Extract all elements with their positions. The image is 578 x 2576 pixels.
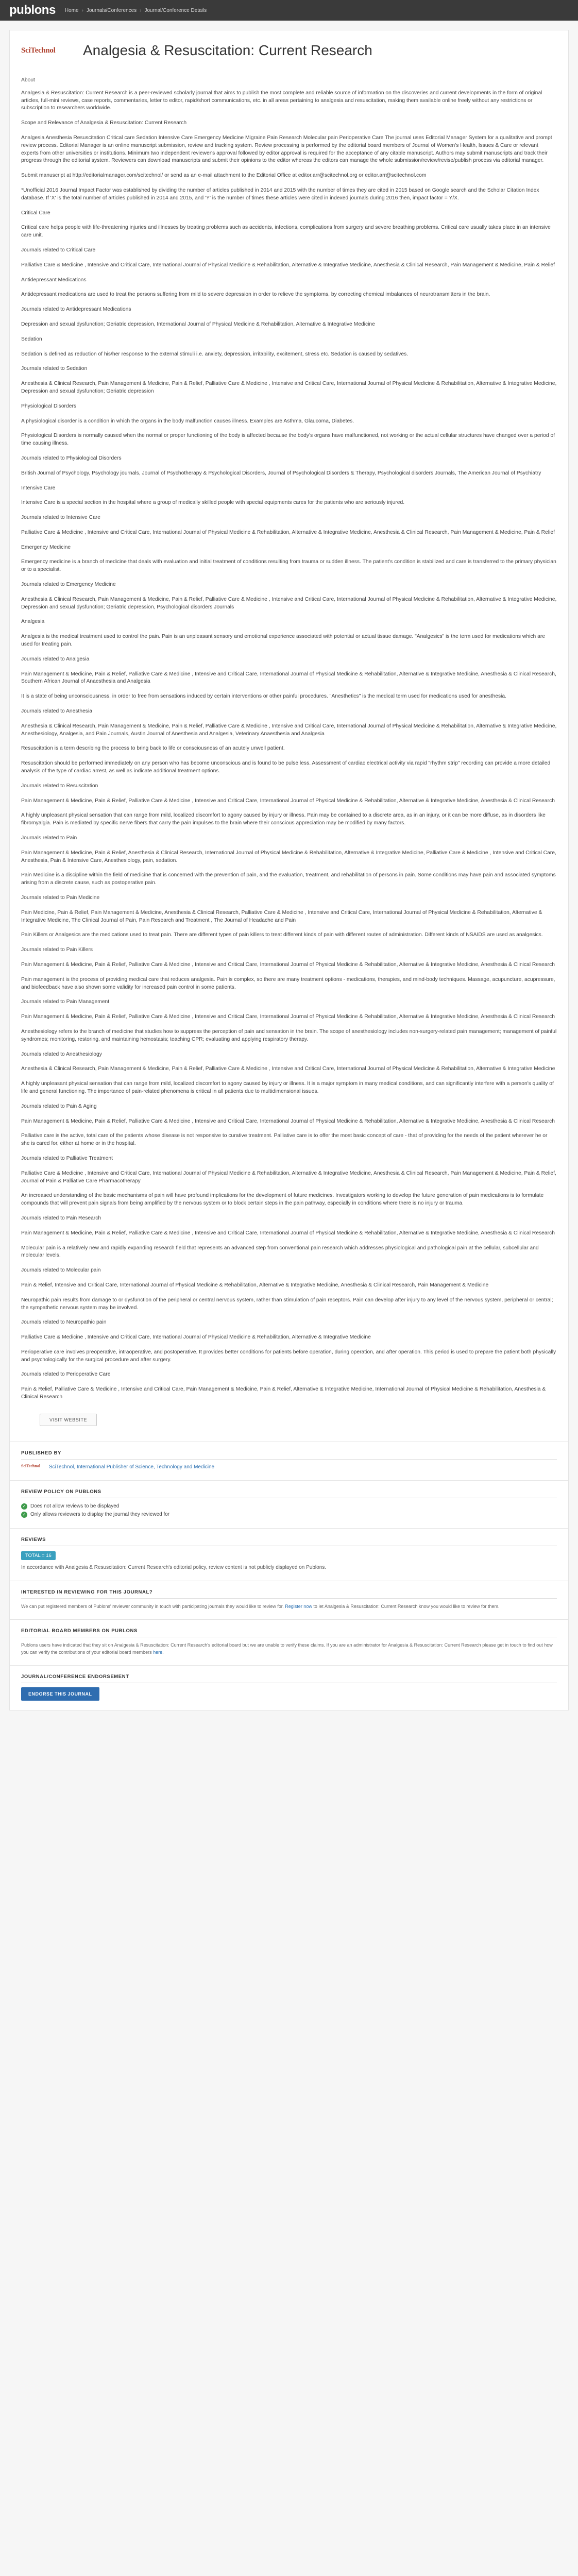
interested-section bbox=[9, 1581, 569, 1620]
policy-item-label: Does not allow reviews to be displayed bbox=[30, 1503, 120, 1509]
chevron-right-icon: › bbox=[81, 7, 83, 13]
publisher-logo: SciTechnol bbox=[21, 46, 56, 55]
endorsement-heading: JOURNAL/CONFERENCE ENDORSEMENT bbox=[21, 1673, 129, 1680]
editorial-board-section bbox=[9, 1620, 569, 1666]
publisher-logo-small: SciTechnol bbox=[21, 1463, 41, 1468]
about-paragraph: Pain Management & Medicine, Pain & Relief, Palliative Care & Medicine , Intensive and Critical Care, International Journal of Physical Medicine & Rehabilitation, Alternative & Integrative Medicine, Anesthesia & Clinical Research bbox=[21, 1014, 555, 1020]
check-icon: ✓ bbox=[21, 1512, 27, 1518]
about-paragraph: Journals related to Molecular pain bbox=[21, 1267, 101, 1274]
about-paragraph: Emergency medicine is a branch of medicine that deals with evaluation and initial treatment of conditions resulting from trauma or sudden illness. The patient's condition is stabilized and care is transferred to the primary physician or to a specialist. bbox=[21, 559, 556, 573]
breadcrumb-journals[interactable]: Journals/Conferences bbox=[86, 7, 137, 13]
page-title: Analgesia & Resuscitation: Current Research bbox=[83, 42, 372, 58]
about-paragraph: Analgesia is the medical treatment used to control the pain. Pain is an unpleasant sensory and emotional experience associated with potential or actual tissue damage. "Analgesics" is the term used for medications which are used for treating pain. bbox=[21, 634, 545, 648]
reviews-policy-text: In accordance with Analgesia & Resuscitation: Current Research's editorial policy, review content is not publicly displayed on Publons. bbox=[21, 1564, 327, 1570]
about-paragraph: Anesthesia & Clinical Research, Pain Management & Medicine, Pain & Relief, Palliative Care & Medicine , Intensive and Critical Care, International Journal of Physical Medicine & Rehabilitation, Alternative & Integrative Medicine, Depression and sexual dysfunction; Geriatric depression, Psychological disorders Journals bbox=[21, 596, 557, 610]
top-navigation-bar bbox=[0, 0, 578, 21]
about-paragraph: Depression and sexual dysfunction; Geriatric depression, International Journal of Physical Medicine & Rehabilitation, Alternative & Integrative Medicine bbox=[21, 321, 375, 327]
here-link[interactable]: here bbox=[153, 1649, 163, 1655]
check-icon: ✓ bbox=[21, 1503, 27, 1510]
editorial-board-heading: EDITORIAL BOARD MEMBERS ON PUBLONS bbox=[21, 1628, 138, 1634]
about-paragraph: Pain management is the process of providing medical care that reduces analgesia. Pain is complex, so there are many treatment options - medications, therapies, and mind-body techniques. Massage, acupuncture, acupressure, and biofeedback have also shown some validity for increased pain control in some patients. bbox=[21, 976, 555, 990]
about-paragraph: Journals related to Palliative Treatment bbox=[21, 1155, 113, 1161]
policy-item bbox=[21, 1511, 557, 1519]
about-paragraph: Palliative Care & Medicine , Intensive and Critical Care, International Journal of Physical Medicine & Rehabilitation, Alternative & Integrative Medicine bbox=[21, 1334, 371, 1341]
about-paragraph: A physiological disorder is a condition in which the organs in the body malfunction causes illness. Examples are Asthma, Glaucoma, Diabetes. bbox=[21, 418, 354, 424]
about-paragraph: Antidepressant medications are used to treat the persons suffering from mild to severe depression in order to relieve the symptoms, by correcting chemical imbalances of neurotransmitters in the brain. bbox=[21, 292, 490, 298]
about-heading: About bbox=[21, 77, 35, 83]
review-policy-list bbox=[21, 1502, 557, 1519]
publons-logo[interactable]: publons bbox=[9, 3, 56, 17]
breadcrumb-home[interactable]: Home bbox=[64, 7, 79, 13]
journal-about-text bbox=[21, 77, 557, 1401]
about-paragraph: Anesthesia & Clinical Research, Pain Management & Medicine, Pain & Relief, Palliative Care & Medicine , Intensive and Critical Care, International Journal of Physical Medicine & Rehabilitation, Alternative & Integrative Medicine, Anesthesiology, Analgesia, and Pain Journals, Austin Journal of Anesthesia and Analgesia, Veterinary Anaesthesia and Analgesia bbox=[21, 723, 557, 737]
about-paragraph: Pain Medicine, Pain & Relief, Pain Management & Medicine, Anesthesia & Clinical Research, Palliative Care & Medicine , Intensive and Critical Care, International Journal of Physical Medicine & Rehabilitation, Alternative & Integrative Medicine, The Clinical Journal of Pain, Pain Research and Treatment , The Journal of Headache and Pain bbox=[21, 909, 542, 923]
register-now-link[interactable]: Register now bbox=[285, 1603, 312, 1609]
about-paragraph: An increased understanding of the basic mechanisms of pain will have profound implications for the development of future medicines. Investigators working to develop the future generation of pain medications is to formulate compounds that will prevent pain signals from being amplified by the nervous system or to block certain steps in the pain pathway, especially in conditions where there is no injury or trauma. bbox=[21, 1193, 544, 1207]
about-paragraph: Journals related to Perioperative Care bbox=[21, 1371, 111, 1378]
about-paragraph: Journals related to Intensive Care bbox=[21, 515, 100, 521]
editorial-board-text bbox=[21, 1641, 557, 1656]
about-paragraph: Palliative Care & Medicine , Intensive and Critical Care, International Journal of Physical Medicine & Rehabilitation, Alternative & Integrative Medicine, Anesthesia & Clinical Research, Pain Management & Medicine, Pain & Relief, Journal of Pain & Palliative Care Pharmacotherapy bbox=[21, 1170, 556, 1184]
about-paragraph: Journals related to Resuscitation bbox=[21, 783, 98, 789]
about-paragraph: Critical Care bbox=[21, 210, 50, 216]
about-paragraph: Pain Management & Medicine, Pain & Relief, Anesthesia & Clinical Research, International Journal of Physical Medicine & Rehabilitation, Alternative & Integrative Medicine, Palliative Care & Medicine , Intensive and Critical Care, Anesthesia, Pain & Intensive Care, Anesthesiology, pain, sedation. bbox=[21, 850, 556, 863]
about-paragraph: Critical care helps people with life-threatening injuries and illnesses by treating problems such as accidents, infections, complications from surgery and severe breathing problems. Critical care usually takes place in an intensive care unit. bbox=[21, 225, 551, 239]
divider bbox=[21, 1459, 557, 1460]
about-paragraph: Palliative Care & Medicine , Intensive and Critical Care, International Journal of Physical Medicine & Rehabilitation, Alternative & Integrative Medicine, Anesthesia & Clinical Research, Pain Management & Medicine, Pain & Relief bbox=[21, 529, 555, 535]
about-paragraph: Journals related to Neuropathic pain bbox=[21, 1319, 107, 1326]
about-paragraph: Pain & Relief, Palliative Care & Medicine , Intensive and Critical Care, Pain Management & Medicine, Pain & Relief, Alternative & Integrative Medicine, International Journal of Physical Medicine & Rehabilitation, Anesthesia & Clinical Research bbox=[21, 1386, 546, 1400]
reviews-total-badge: TOTAL = 16 bbox=[21, 1551, 56, 1560]
about-paragraph: Journals related to Emergency Medicine bbox=[21, 582, 116, 588]
about-paragraph: Antidepressant Medications bbox=[21, 277, 87, 283]
about-paragraph: Analgesia & Resuscitation: Current Research is a peer-reviewed scholarly journal that aims to publish the most complete and reliable source of information on the discoveries and current developments in the form of original articles, full-mini reviews, case reports, commentaries, letter to editor, rapid/short communications, etc. in all areas pertaining to analgesia and resuscitation, making them available online freely without any restrictions or subscription to researchers worldwide. bbox=[21, 90, 542, 111]
about-paragraph: Pain Management & Medicine, Pain & Relief, Palliative Care & Medicine , Intensive and Critical Care, International Journal of Physical Medicine & Rehabilitation, Alternative & Integrative Medicine, Anesthesia & Clinical Research bbox=[21, 1230, 555, 1236]
chevron-right-icon: › bbox=[140, 7, 142, 13]
about-paragraph: Pain Management & Medicine, Pain & Relief, Palliative Care & Medicine , Intensive and Critical Care, International Journal of Physical Medicine & Rehabilitation, Alternative & Integrative Medicine, Anesthesia & Clinical Research bbox=[21, 1118, 555, 1124]
about-paragraph: Anesthesia & Clinical Research, Pain Management & Medicine, Pain & Relief, Palliative Care & Medicine , Intensive and Critical Care, International Journal of Physical Medicine & Rehabilitation, Alternative & Integrative Medicine, Depression and sexual dysfunction; Geriatric depression bbox=[21, 381, 557, 394]
about-paragraph: Molecular pain is a relatively new and rapidly expanding research field that represents an advanced step from conventional pain research which addresses physiological and pathological pain at the cellular, subcellular and molecular levels. bbox=[21, 1245, 539, 1259]
about-paragraph: Journals related to Sedation bbox=[21, 366, 88, 372]
about-paragraph: Physiological Disorders is normally caused when the normal or proper functioning of the body is affected because the body's organs have malfunctioned, not working or the actual cellular structures have changed over a period of time causing illness. bbox=[21, 433, 555, 447]
reviews-heading: REVIEWS bbox=[21, 1536, 46, 1543]
about-paragraph: Journals related to Pain Medicine bbox=[21, 895, 100, 901]
about-paragraph: Scope and Relevance of Analgesia & Resuscitation: Current Research bbox=[21, 120, 187, 126]
about-paragraph: Journals related to Critical Care bbox=[21, 247, 96, 253]
editorial-board-text-before: Publons users have indicated that they sit on Analgesia & Resuscitation: Current Research's editorial board but we are unable to verify these claims. If you are an administrator for Analgesia & Resuscitation: Current Research please get in touch to find out how you can verify the contributions of your editorial board members bbox=[21, 1642, 553, 1655]
about-paragraph: Intensive Care bbox=[21, 485, 56, 491]
about-paragraph: Journals related to Anesthesiology bbox=[21, 1051, 102, 1057]
about-paragraph: Pain Medicine is a discipline within the field of medicine that is concerned with the prevention of pain, and the evaluation, treatment, and rehabilitation of persons in pain. Some conditions may have pain and associated symptoms arising from a discrete cause, such as postoperative pain. bbox=[21, 872, 556, 886]
policy-item bbox=[21, 1502, 557, 1511]
reviews-section bbox=[9, 1529, 569, 1581]
about-paragraph: Resuscitation should be performed immediately on any person who has become unconscious and is found to be pulse less. Assessment of cardiac electrical activity via rapid "rhythm strip" recording can provide a more detailed analysis of the type of cardiac arrest, as well as indicate additional treatment options. bbox=[21, 760, 551, 774]
breadcrumb-journal-details[interactable]: Journal/Conference Details bbox=[144, 7, 207, 13]
published-by-heading: PUBLISHED BY bbox=[21, 1450, 61, 1456]
about-paragraph: Journals related to Anesthesia bbox=[21, 708, 92, 715]
publisher-row bbox=[21, 1464, 557, 1471]
review-policy-section bbox=[9, 1481, 569, 1529]
about-paragraph: Pain Killers or Analgesics are the medications used to treat pain. There are different types of pain killers to treat different kinds of pain with different routes of administration. Different kinds of NSAIDS are used as analgesics. bbox=[21, 932, 543, 938]
visit-website-button[interactable]: VISIT WEBSITE bbox=[40, 1414, 97, 1426]
about-paragraph: Pain Management & Medicine, Pain & Relief, Palliative Care & Medicine , Intensive and Critical Care, International Journal of Physical Medicine & Rehabilitation, Alternative & Integrative Medicine, Anesthesia & Clinical Research, Southern African Journal of Anaesthesia and Analgesia bbox=[21, 671, 556, 685]
about-paragraph: Pain & Relief, Intensive and Critical Care, International Journal of Physical Medicine & Rehabilitation, Alternative & Integrative Medicine, Anesthesia & Clinical Research, Pain Management & Medicine bbox=[21, 1282, 489, 1288]
about-paragraph: Journals related to Physiological Disorders bbox=[21, 455, 122, 461]
about-paragraph: Physiological Disorders bbox=[21, 403, 77, 409]
interested-text-before: We can put registered members of Publons' reviewer community in touch with participating journals they would like to review for. bbox=[21, 1603, 285, 1609]
about-paragraph: Journals related to Pain Management bbox=[21, 999, 110, 1005]
endorsement-section bbox=[9, 1666, 569, 1710]
interested-text bbox=[21, 1603, 557, 1610]
about-paragraph: Perioperative care involves preoperative, intraoperative, and postoperative. It provides better conditions for patients before operation, during operation, and after operation. This period is used to prepare the patient both physically and psychologically for the surgical procedure and after surgery. bbox=[21, 1349, 556, 1363]
journal-header bbox=[21, 42, 557, 59]
about-paragraph: Pain Management & Medicine, Pain & Relief, Palliative Care & Medicine , Intensive and Critical Care, International Journal of Physical Medicine & Rehabilitation, Alternative & Integrative Medicine, Anesthesia & Clinical Research bbox=[21, 798, 555, 804]
about-paragraph: A highly unpleasant physical sensation that can range from mild, localized discomfort to agony caused by injury or illness. Pain may be contained to a discrete area, as in an injury, or it can be more diffuse, as in disorders like fibromyalgia. Pain is mediated by specific nerve fibers that carry the pain impulses to the brain where their conscious appreciation may be modified by many factors. bbox=[21, 812, 546, 826]
about-paragraph: It is a state of being unconsciousness, in order to free from sensations induced by certain interventions or other painful procedures. "Anesthetics" is the medical term used for medications used for anesthesia. bbox=[21, 693, 506, 700]
interested-text-after: to let Analgesia & Resuscitation: Current Research know you would like to review for them. bbox=[312, 1603, 500, 1609]
about-paragraph: British Journal of Psychology, Psychology journals, Journal of Psychotherapy & Psychological Disorders, Journal of Psychological Disorders & Therapy, Psychological disorders Journals, The American Journal of Psychiatry bbox=[21, 470, 541, 476]
about-paragraph: Submit manuscript at http://editorialmanager.com/scitechnol/ or send as an e-mail attachment to the Editorial Office at editor.arr@scitechnol.org or editor.arr@scitechnol.com bbox=[21, 173, 427, 179]
about-paragraph: Sedation bbox=[21, 336, 42, 342]
about-paragraph: Analgesia Anesthesia Resuscitation Critical care Sedation Intensive Care Emergency Medicine Migraine Pain Research Molecular pain Perioperative Care The journal uses Editorial Manager System for a qualitative and prompt review process. Editorial Manager is an online manuscript submission, review and tracking system. Review processing is performed by the editorial board members of Journal of Women's Health, Issues & Care or relevant experts from other universities or institutions. Minimum two independent reviewer's approval followed by editor approval is required for the acceptance of any citable manuscript. Authors may submit manuscripts and track their progress through the editorial system. Reviewers can download manuscripts and submit their opinions to the editor whereas the editors can manage the whole submission/review/revise/publish process via editorial manager. bbox=[21, 134, 552, 164]
published-by-section bbox=[9, 1442, 569, 1481]
publisher-link[interactable]: SciTechnol, International Publisher of Science, Technology and Medicine bbox=[49, 1464, 215, 1470]
about-paragraph: Palliative Care & Medicine , Intensive and Critical Care, International Journal of Physical Medicine & Rehabilitation, Alternative & Integrative Medicine, Anesthesia & Clinical Research, Pain Management & Medicine, Pain & Relief bbox=[21, 262, 555, 268]
divider bbox=[21, 1598, 557, 1599]
about-paragraph: Intensive Care is a special section in the hospital where a group of medically skilled people with special equipments cares for the patients who are seriously injured. bbox=[21, 500, 405, 506]
endorse-journal-button[interactable]: ENDORSE THIS JOURNAL bbox=[21, 1687, 99, 1701]
about-paragraph: Palliative care is the active, total care of the patients whose disease is not responsive to curative treatment. Palliative care is to offer the most basic concept of care - that of providing for the needs of the patient wherever he or she is cared for, either at home or in the hospital. bbox=[21, 1133, 548, 1147]
about-paragraph: Journals related to Pain Killers bbox=[21, 947, 93, 953]
about-paragraph: Emergency Medicine bbox=[21, 544, 71, 550]
about-paragraph: Neuropathic pain results from damage to or dysfunction of the peripheral or central nervous system, rather than stimulation of pain receptors. Pain can develop after injury to any level of the nervous system, peripheral or central; the sympathetic nervous system may be involved. bbox=[21, 1297, 553, 1311]
about-paragraph: A highly unpleasant physical sensation that can range from mild, localized discomfort to agony caused by injury or illness. It is a major symptom in many medical conditions, and can significantly interfere with a person's quality of life and general functioning. The importance of pain-related phenomena is critical in all patients due to multidimensional issues. bbox=[21, 1081, 554, 1094]
editorial-board-text-after: . bbox=[162, 1649, 164, 1655]
about-paragraph: Journals related to Pain Research bbox=[21, 1215, 101, 1221]
about-paragraph: Anesthesia & Clinical Research, Pain Management & Medicine, Pain & Relief, Palliative Care & Medicine , Intensive and Critical Care, International Journal of Physical Medicine & Rehabilitation, Alternative & Integrative Medicine bbox=[21, 1066, 555, 1072]
interested-heading: INTERESTED IN REVIEWING FOR THIS JOURNAL? bbox=[21, 1589, 153, 1595]
breadcrumb bbox=[65, 8, 207, 13]
about-paragraph: Journals related to Pain & Aging bbox=[21, 1103, 97, 1109]
policy-item-label: Only allows reviewers to display the journal they reviewed for bbox=[30, 1511, 170, 1517]
about-paragraph: Journals related to Antidepressant Medications bbox=[21, 307, 131, 313]
about-paragraph: Pain Management & Medicine, Pain & Relief, Palliative Care & Medicine , Intensive and Critical Care, International Journal of Physical Medicine & Rehabilitation, Alternative & Integrative Medicine, Anesthesia & Clinical Research bbox=[21, 961, 555, 968]
about-paragraph: Resuscitation is a term describing the process to bring back to life or consciousness of an acutely unwell patient. bbox=[21, 745, 285, 752]
about-paragraph: Anesthesiology refers to the branch of medicine that studies how to suppress the perception of pain and sensation in the brain. The scope of anesthesiology includes non-surgery-related pain management; management of painful syndromes; monitoring, restoring, and maintaining hemostasis; teaching CPR; evaluating and applying respiratory therapy. bbox=[21, 1028, 557, 1042]
about-paragraph: Sedation is defined as reduction of his/her response to the external stimuli i.e. anxiety, depression, irritability, excitement, stress etc. Sedation is caused by sedatives. bbox=[21, 351, 409, 357]
review-policy-heading: REVIEW POLICY ON PUBLONS bbox=[21, 1488, 101, 1495]
about-paragraph: Analgesia bbox=[21, 619, 45, 625]
about-paragraph: Journals related to Pain bbox=[21, 835, 77, 841]
about-paragraph: *Unofficial 2016 Journal Impact Factor was established by dividing the number of articles published in 2014 and 2015 with the number of times they are cited in 2015 based on Google search and the Scholar Citation Index database. If 'X' is the total number of articles published in 2014 and 2015, and 'Y' is the number of times these articles were cited in indexed journals during 2016 then, impact factor = Y/X. bbox=[21, 187, 539, 201]
journal-details-card bbox=[9, 30, 569, 1442]
about-paragraph: Journals related to Analgesia bbox=[21, 656, 90, 662]
